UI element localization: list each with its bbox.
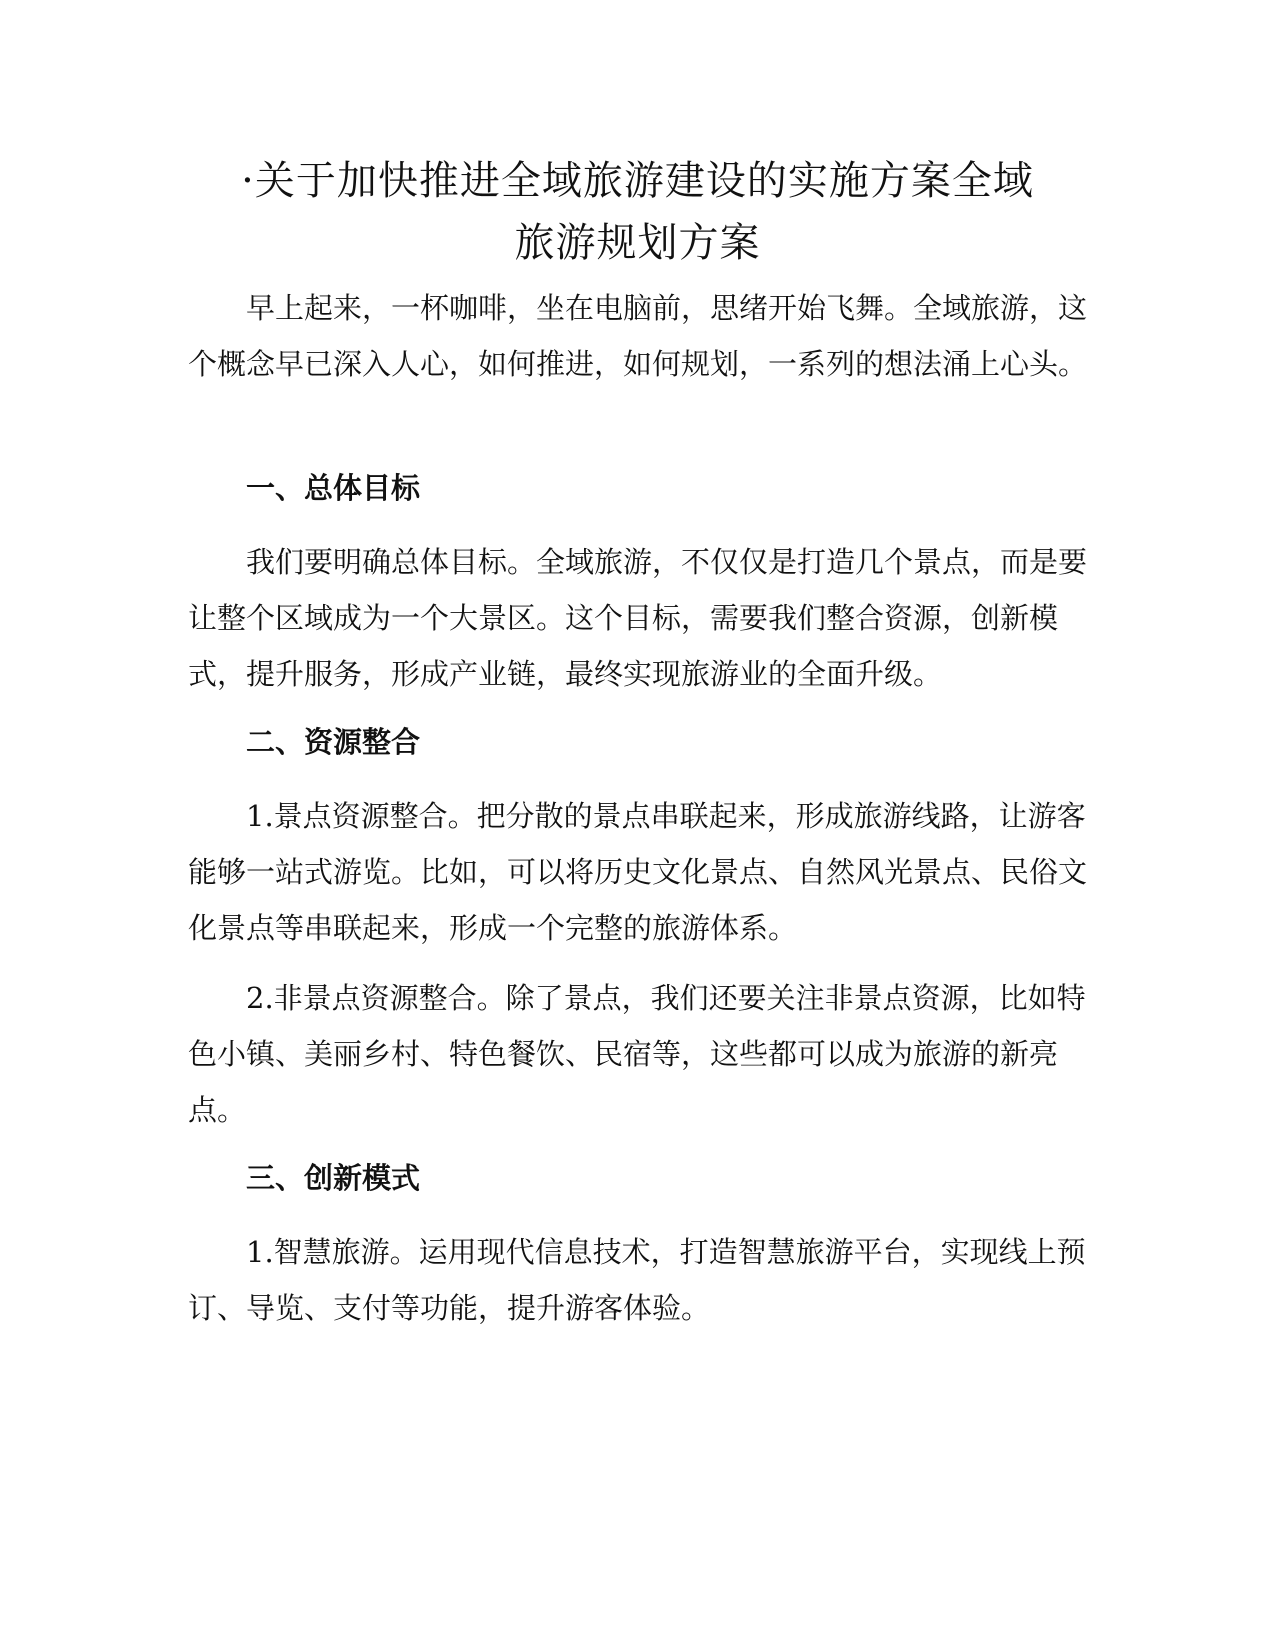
document-title — [150, 150, 1125, 274]
section-heading-3: 三、创新模式 — [246, 1161, 421, 1195]
intro-paragraph: 早上起来，一杯咖啡，坐在电脑前，思绪开始飞舞。全域旅游，这个概念早已深入人心，如何推进，如何规划，一系列的想法涌上心头。 — [188, 291, 1088, 381]
title-line-2: 旅游规划方案 — [514, 220, 761, 266]
section-2-paragraph-1: 1.景点资源整合。把分散的景点串联起来，形成旅游线路，让游客能够一站式游览。比如，可以将历史文化景点、自然风光景点、民俗文化景点等串联起来，形成一个完整的旅游体系。 — [188, 799, 1088, 945]
section-1-paragraph-1: 我们要明确总体目标。全域旅游，不仅仅是打造几个景点，而是要让整个区域成为一个大景区。这个目标，需要我们整合资源，创新模式，提升服务，形成产业链，最终实现旅游业的全面升级。 — [188, 545, 1088, 691]
section-heading-2: 二、资源整合 — [246, 725, 421, 759]
section-3-paragraph-1: 1.智慧旅游。运用现代信息技术，打造智慧旅游平台，实现线上预订、导览、支付等功能，提升游客体验。 — [188, 1235, 1086, 1325]
title-line-1: ·关于加快推进全域旅游建设的实施方案全域 — [241, 158, 1034, 204]
section-2-paragraph-2: 2.非景点资源整合。除了景点，我们还要关注非景点资源，比如特色小镇、美丽乡村、特色餐饮、民宿等，这些都可以成为旅游的新亮点。 — [188, 981, 1086, 1127]
section-heading-1: 一、总体目标 — [246, 471, 421, 505]
